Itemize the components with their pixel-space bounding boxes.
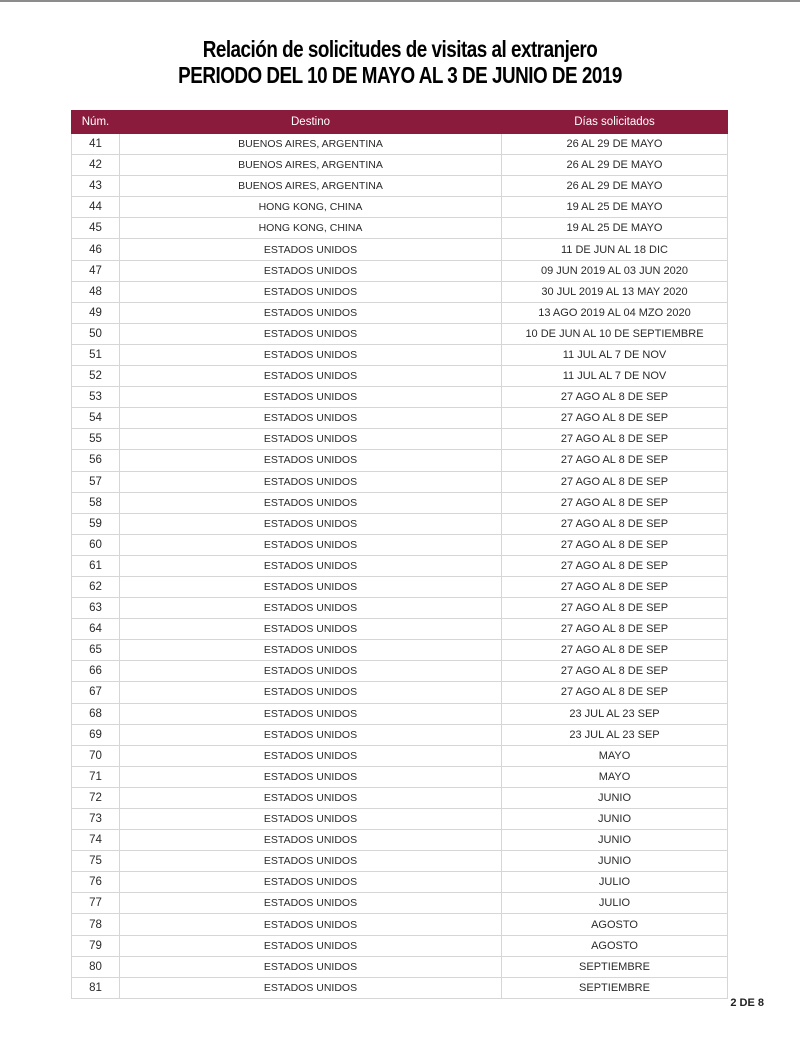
cell-destino: ESTADOS UNIDOS (120, 344, 502, 365)
table-row (72, 260, 728, 281)
cell-destino: HONG KONG, CHINA (120, 197, 502, 218)
cell-destino: ESTADOS UNIDOS (120, 260, 502, 281)
cell-dias: SEPTIEMBRE (502, 977, 728, 998)
cell-destino: ESTADOS UNIDOS (120, 513, 502, 534)
cell-dias: 11 DE JUN AL 18 DIC (502, 239, 728, 260)
table-row (72, 619, 728, 640)
cell-num: 66 (72, 661, 120, 682)
table-row (72, 872, 728, 893)
cell-destino: ESTADOS UNIDOS (120, 387, 502, 408)
cell-destino: ESTADOS UNIDOS (120, 576, 502, 597)
cell-destino: ESTADOS UNIDOS (120, 450, 502, 471)
cell-num: 57 (72, 471, 120, 492)
cell-num: 41 (72, 134, 120, 155)
cell-num: 81 (72, 977, 120, 998)
cell-dias: SEPTIEMBRE (502, 956, 728, 977)
table-row (72, 176, 728, 197)
cell-num: 80 (72, 956, 120, 977)
cell-destino: ESTADOS UNIDOS (120, 640, 502, 661)
cell-num: 48 (72, 281, 120, 302)
table-row (72, 956, 728, 977)
table-body (72, 134, 728, 999)
table-row (72, 429, 728, 450)
table-row (72, 830, 728, 851)
cell-num: 47 (72, 260, 120, 281)
cell-dias: 26 AL 29 DE MAYO (502, 155, 728, 176)
cell-num: 75 (72, 851, 120, 872)
cell-dias: 27 AGO AL 8 DE SEP (502, 682, 728, 703)
table-row (72, 366, 728, 387)
cell-destino: BUENOS AIRES, ARGENTINA (120, 176, 502, 197)
table-row (72, 745, 728, 766)
cell-destino: ESTADOS UNIDOS (120, 745, 502, 766)
table-header-row (72, 111, 728, 134)
cell-dias: 27 AGO AL 8 DE SEP (502, 661, 728, 682)
cell-num: 54 (72, 408, 120, 429)
cell-dias: JULIO (502, 872, 728, 893)
table-row (72, 239, 728, 260)
cell-destino: ESTADOS UNIDOS (120, 323, 502, 344)
cell-num: 68 (72, 703, 120, 724)
cell-dias: 27 AGO AL 8 DE SEP (502, 492, 728, 513)
cell-dias: 27 AGO AL 8 DE SEP (502, 408, 728, 429)
cell-num: 59 (72, 513, 120, 534)
cell-destino: ESTADOS UNIDOS (120, 492, 502, 513)
cell-destino: BUENOS AIRES, ARGENTINA (120, 155, 502, 176)
cell-dias: 30 JUL 2019 AL 13 MAY 2020 (502, 281, 728, 302)
cell-destino: ESTADOS UNIDOS (120, 809, 502, 830)
cell-num: 65 (72, 640, 120, 661)
cell-dias: JUNIO (502, 851, 728, 872)
cell-dias: AGOSTO (502, 935, 728, 956)
cell-num: 53 (72, 387, 120, 408)
table-row (72, 197, 728, 218)
cell-dias: JULIO (502, 893, 728, 914)
document-title: Relación de solicitudes de visitas al extranjero (202, 36, 598, 62)
cell-dias: JUNIO (502, 830, 728, 851)
table-row (72, 598, 728, 619)
cell-num: 45 (72, 218, 120, 239)
page-top-rule (0, 0, 800, 2)
table-row (72, 724, 728, 745)
document-subtitle: PERIODO DEL 10 DE MAYO AL 3 DE JUNIO DE 2019 (178, 62, 622, 88)
table-row (72, 281, 728, 302)
table-row (72, 576, 728, 597)
cell-dias: JUNIO (502, 787, 728, 808)
cell-destino: ESTADOS UNIDOS (120, 935, 502, 956)
cell-destino: ESTADOS UNIDOS (120, 872, 502, 893)
cell-num: 70 (72, 745, 120, 766)
cell-dias: 27 AGO AL 8 DE SEP (502, 555, 728, 576)
table-row (72, 661, 728, 682)
cell-num: 44 (72, 197, 120, 218)
table-row (72, 323, 728, 344)
cell-num: 60 (72, 534, 120, 555)
table-row (72, 471, 728, 492)
cell-dias: AGOSTO (502, 914, 728, 935)
cell-destino: ESTADOS UNIDOS (120, 956, 502, 977)
table-row (72, 809, 728, 830)
cell-destino: ESTADOS UNIDOS (120, 619, 502, 640)
cell-destino: ESTADOS UNIDOS (120, 429, 502, 450)
cell-dias: 27 AGO AL 8 DE SEP (502, 387, 728, 408)
cell-dias: 27 AGO AL 8 DE SEP (502, 471, 728, 492)
table-row (72, 344, 728, 365)
column-header-dias: Días solicitados (502, 111, 728, 134)
table-row (72, 534, 728, 555)
cell-dias: 11 JUL AL 7 DE NOV (502, 344, 728, 365)
cell-destino: ESTADOS UNIDOS (120, 766, 502, 787)
cell-num: 79 (72, 935, 120, 956)
table-row (72, 492, 728, 513)
table-row (72, 640, 728, 661)
cell-num: 61 (72, 555, 120, 576)
cell-destino: ESTADOS UNIDOS (120, 366, 502, 387)
cell-num: 46 (72, 239, 120, 260)
table-row (72, 787, 728, 808)
cell-dias: MAYO (502, 745, 728, 766)
table-row (72, 387, 728, 408)
cell-destino: HONG KONG, CHINA (120, 218, 502, 239)
column-header-num: Núm. (72, 111, 120, 134)
cell-dias: 27 AGO AL 8 DE SEP (502, 619, 728, 640)
cell-destino: ESTADOS UNIDOS (120, 703, 502, 724)
cell-destino: ESTADOS UNIDOS (120, 851, 502, 872)
cell-num: 55 (72, 429, 120, 450)
cell-num: 52 (72, 366, 120, 387)
cell-destino: ESTADOS UNIDOS (120, 555, 502, 576)
table-row (72, 766, 728, 787)
cell-dias: 27 AGO AL 8 DE SEP (502, 640, 728, 661)
table-row (72, 935, 728, 956)
cell-dias: 27 AGO AL 8 DE SEP (502, 534, 728, 555)
table-row (72, 851, 728, 872)
cell-destino: ESTADOS UNIDOS (120, 408, 502, 429)
cell-num: 71 (72, 766, 120, 787)
visits-table (71, 110, 728, 999)
cell-num: 62 (72, 576, 120, 597)
cell-dias: 19 AL 25 DE MAYO (502, 197, 728, 218)
table-row (72, 408, 728, 429)
table-row (72, 893, 728, 914)
cell-num: 73 (72, 809, 120, 830)
cell-dias: JUNIO (502, 809, 728, 830)
cell-destino: ESTADOS UNIDOS (120, 534, 502, 555)
cell-destino: ESTADOS UNIDOS (120, 239, 502, 260)
table-row (72, 134, 728, 155)
cell-destino: ESTADOS UNIDOS (120, 471, 502, 492)
cell-dias: 23 JUL AL 23 SEP (502, 703, 728, 724)
cell-num: 51 (72, 344, 120, 365)
table-row (72, 513, 728, 534)
cell-dias: 26 AL 29 DE MAYO (502, 176, 728, 197)
table-row (72, 682, 728, 703)
cell-destino: ESTADOS UNIDOS (120, 893, 502, 914)
cell-dias: 13 AGO 2019 AL 04 MZO 2020 (502, 302, 728, 323)
cell-destino: BUENOS AIRES, ARGENTINA (120, 134, 502, 155)
cell-num: 63 (72, 598, 120, 619)
cell-dias: 11 JUL AL 7 DE NOV (502, 366, 728, 387)
cell-num: 49 (72, 302, 120, 323)
page-number: 2 DE 8 (730, 997, 764, 1009)
table-row (72, 914, 728, 935)
cell-dias: 27 AGO AL 8 DE SEP (502, 598, 728, 619)
column-header-destino: Destino (120, 111, 502, 134)
table-row (72, 555, 728, 576)
table-row (72, 703, 728, 724)
cell-num: 58 (72, 492, 120, 513)
cell-num: 50 (72, 323, 120, 344)
cell-dias: 10 DE JUN AL 10 DE SEPTIEMBRE (502, 323, 728, 344)
cell-num: 74 (72, 830, 120, 851)
table-row (72, 218, 728, 239)
cell-dias: 19 AL 25 DE MAYO (502, 218, 728, 239)
table-row (72, 302, 728, 323)
cell-dias: 27 AGO AL 8 DE SEP (502, 429, 728, 450)
cell-destino: ESTADOS UNIDOS (120, 281, 502, 302)
cell-num: 69 (72, 724, 120, 745)
cell-num: 77 (72, 893, 120, 914)
cell-destino: ESTADOS UNIDOS (120, 302, 502, 323)
cell-num: 72 (72, 787, 120, 808)
cell-num: 64 (72, 619, 120, 640)
cell-destino: ESTADOS UNIDOS (120, 724, 502, 745)
cell-dias: 26 AL 29 DE MAYO (502, 134, 728, 155)
cell-destino: ESTADOS UNIDOS (120, 682, 502, 703)
cell-num: 42 (72, 155, 120, 176)
table-row (72, 450, 728, 471)
cell-num: 43 (72, 176, 120, 197)
cell-destino: ESTADOS UNIDOS (120, 787, 502, 808)
table-row (72, 977, 728, 998)
table-row (72, 155, 728, 176)
cell-num: 78 (72, 914, 120, 935)
cell-num: 67 (72, 682, 120, 703)
cell-dias: 27 AGO AL 8 DE SEP (502, 576, 728, 597)
cell-dias: 27 AGO AL 8 DE SEP (502, 450, 728, 471)
cell-destino: ESTADOS UNIDOS (120, 598, 502, 619)
cell-dias: 09 JUN 2019 AL 03 JUN 2020 (502, 260, 728, 281)
cell-destino: ESTADOS UNIDOS (120, 661, 502, 682)
cell-dias: 23 JUL AL 23 SEP (502, 724, 728, 745)
cell-dias: 27 AGO AL 8 DE SEP (502, 513, 728, 534)
cell-destino: ESTADOS UNIDOS (120, 914, 502, 935)
cell-destino: ESTADOS UNIDOS (120, 830, 502, 851)
cell-dias: MAYO (502, 766, 728, 787)
cell-destino: ESTADOS UNIDOS (120, 977, 502, 998)
cell-num: 56 (72, 450, 120, 471)
cell-num: 76 (72, 872, 120, 893)
